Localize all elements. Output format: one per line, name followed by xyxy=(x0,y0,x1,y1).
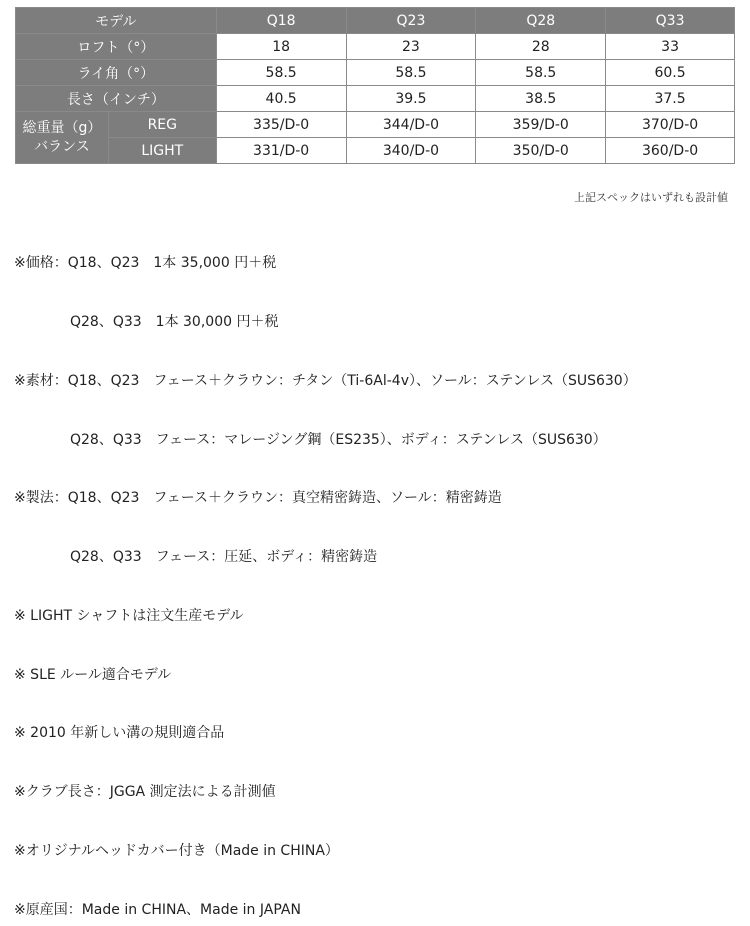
note-line: ※オリジナルヘッドカバー付き（Made in CHINA） xyxy=(14,843,339,859)
table-cell: 360/D-0 xyxy=(606,138,735,164)
table-cell: 38.5 xyxy=(476,86,606,112)
model-q33: Q33 xyxy=(606,8,735,34)
row-label-length: 長さ（インチ） xyxy=(16,86,217,112)
model-q23: Q23 xyxy=(346,8,476,34)
row-label-weight-balance xyxy=(16,112,109,164)
table-cell: 58.5 xyxy=(216,60,346,86)
note-line: ※ SLE ルール適合モデル xyxy=(14,666,172,683)
weight-label: 総重量（g） xyxy=(22,119,102,136)
table-row xyxy=(16,34,735,60)
price-line: ※価格：Q18、Q23 1本 35,000 円＋税 xyxy=(14,255,277,272)
spec-notes xyxy=(14,215,637,926)
table-cell: 18 xyxy=(216,34,346,60)
manufacturing-line: ※製法：Q18、Q23 フェース＋クラウン：真空精密鋳造、ソール：精密鋳造 xyxy=(14,490,502,507)
table-cell: 331/D-0 xyxy=(216,138,346,164)
design-value-note: 上記スペックはいずれも設計値 xyxy=(574,191,728,204)
note-line: ※ 2010 年新しい溝の規則適合品 xyxy=(14,725,225,742)
row-label-light: LIGHT xyxy=(108,138,216,164)
header-label: モデル xyxy=(16,8,217,34)
table-cell: 335/D-0 xyxy=(216,112,346,138)
spec-table xyxy=(15,7,735,164)
table-cell: 37.5 xyxy=(606,86,735,112)
note-line: ※原産国：Made in CHINA、Made in JAPAN xyxy=(14,901,301,918)
table-row xyxy=(16,86,735,112)
model-q18: Q18 xyxy=(216,8,346,34)
table-cell: 28 xyxy=(476,34,606,60)
table-cell: 23 xyxy=(346,34,476,60)
table-cell: 370/D-0 xyxy=(606,112,735,138)
model-q28: Q28 xyxy=(476,8,606,34)
table-row xyxy=(16,60,735,86)
table-cell: 60.5 xyxy=(606,60,735,86)
note-line: ※クラブ長さ：JGGA 測定法による計測値 xyxy=(14,784,276,801)
row-label-loft: ロフト（°） xyxy=(16,34,217,60)
table-cell: 344/D-0 xyxy=(346,112,476,138)
row-label-reg: REG xyxy=(108,112,216,138)
note-line: ※ LIGHT シャフトは注文生産モデル xyxy=(14,607,244,624)
header-row xyxy=(16,8,735,34)
table-row xyxy=(16,112,735,138)
table-cell: 39.5 xyxy=(346,86,476,112)
table-cell: 40.5 xyxy=(216,86,346,112)
material-line: Q28、Q33 フェース：マレージング鋼（ES235）、ボディ：ステンレス（SUS630） xyxy=(14,431,607,448)
table-row xyxy=(16,138,735,164)
table-cell: 350/D-0 xyxy=(476,138,606,164)
table-cell: 340/D-0 xyxy=(346,138,476,164)
row-label-lie: ライ角（°） xyxy=(16,60,217,86)
material-line: ※素材：Q18、Q23 フェース＋クラウン：チタン（Ti-6Al-4v）、ソール：ステンレス（SUS630） xyxy=(14,372,637,389)
table-cell: 58.5 xyxy=(476,60,606,86)
table-cell: 58.5 xyxy=(346,60,476,86)
table-cell: 359/D-0 xyxy=(476,112,606,138)
table-cell: 33 xyxy=(606,34,735,60)
manufacturing-line: Q28、Q33 フェース：圧延、ボディ：精密鋳造 xyxy=(14,549,378,566)
price-line: Q28、Q33 1本 30,000 円＋税 xyxy=(14,313,279,330)
balance-label: バランス xyxy=(34,138,90,155)
